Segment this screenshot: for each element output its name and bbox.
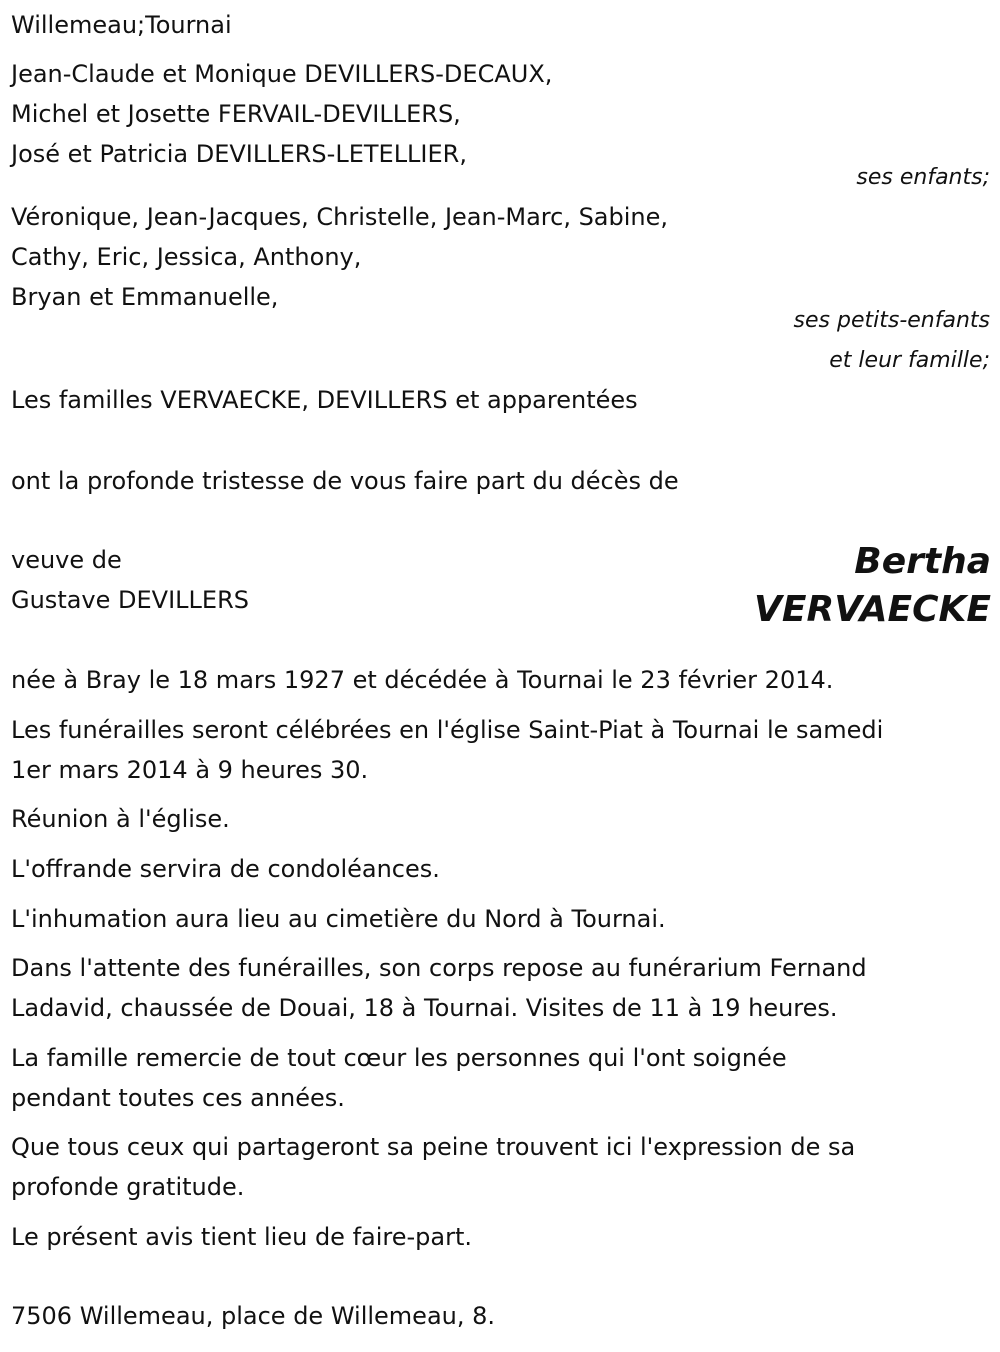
birth-death-line: née à Bray le 18 mars 1927 et décédée à Tournai le 23 février 2014. bbox=[11, 666, 834, 694]
widow-of-label: veuve de bbox=[11, 546, 122, 574]
meeting-line: Réunion à l'église. bbox=[11, 805, 230, 833]
wake-visits-line: Ladavid, chaussée de Douai, 18 à Tournai. Visites de 11 à 19 heures. bbox=[11, 994, 838, 1022]
address-line: 7506 Willemeau, place de Willemeau, 8. bbox=[11, 1302, 496, 1330]
wake-line: Dans l'attente des funérailles, son corps repose au funérarium Fernand bbox=[11, 954, 867, 982]
header-location: Willemeau;Tournai bbox=[11, 11, 232, 39]
grandchildren-role: ses petits-enfants bbox=[793, 308, 990, 333]
thanks-line: La famille remercie de tout cœur les personnes qui l'ont soignée bbox=[11, 1044, 787, 1072]
families-line: Les familles VERVAECKE, DEVILLERS et apparentées bbox=[11, 386, 638, 414]
gratitude-line-end: profonde gratitude. bbox=[11, 1173, 245, 1201]
thanks-line-end: pendant toutes ces années. bbox=[11, 1084, 345, 1112]
grandchildren-line: Bryan et Emmanuelle, bbox=[11, 283, 279, 311]
grandchildren-line: Véronique, Jean-Jacques, Christelle, Jean-Marc, Sabine, bbox=[11, 203, 669, 231]
children-line: Michel et Josette FERVAIL-DEVILLERS, bbox=[11, 100, 461, 128]
late-husband-name: Gustave DEVILLERS bbox=[11, 586, 249, 614]
funeral-line: Les funérailles seront célébrées en l'église Saint-Piat à Tournai le samedi bbox=[11, 716, 884, 744]
announcement-line: ont la profonde tristesse de vous faire part du décès de bbox=[11, 467, 679, 495]
children-role: ses enfants; bbox=[856, 165, 990, 190]
grandchildren-role-family: et leur famille; bbox=[829, 348, 990, 373]
deceased-last-name: VERVAECKE bbox=[754, 589, 991, 630]
burial-line: L'inhumation aura lieu au cimetière du Nord à Tournai. bbox=[11, 905, 666, 933]
grandchildren-line: Cathy, Eric, Jessica, Anthony, bbox=[11, 243, 362, 271]
deceased-first-name: Bertha bbox=[854, 541, 991, 582]
funeral-date-line: 1er mars 2014 à 9 heures 30. bbox=[11, 756, 369, 784]
children-line: Jean-Claude et Monique DEVILLERS-DECAUX, bbox=[11, 60, 553, 88]
gratitude-line: Que tous ceux qui partageront sa peine trouvent ici l'expression de sa bbox=[11, 1133, 856, 1161]
notice-line: Le présent avis tient lieu de faire-part. bbox=[11, 1223, 473, 1251]
offering-line: L'offrande servira de condoléances. bbox=[11, 855, 440, 883]
children-line: José et Patricia DEVILLERS-LETELLIER, bbox=[11, 140, 467, 168]
